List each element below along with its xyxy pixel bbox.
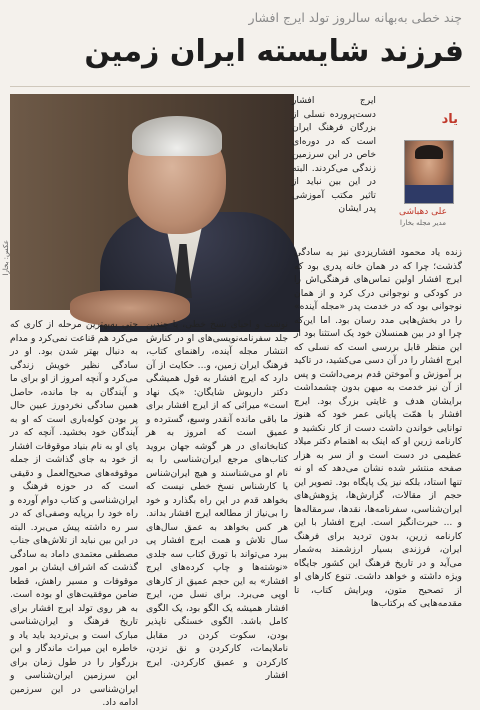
column-right-paragraph: زنده یاد محمود افشاریزدی نیز به سادگی گذشت؛ چرا که در همان خانه پدری بود که ایرج افشار اولین تماس‌های فرهنگی‌اش را در کودکی و نوجوانی درک کرد و از همان نوجوانی بود که در خدمت پدر «مجله آینده» را در بخش‌هایی مدد رسان بود. اما این‌که چرا او در بین همنسلان خود یک استثنا بود از این منظر قابل بررسی است که نسلی که ایرج افشار را در آن دسی می‌کشید، در تاکید بر آموزش و آموختن قدم برمی‌داشت و پس از آن نیز خدمت به میهن بدون چشمداشت برایشان هدف و غایتی بزرگ بود. ایرج افشار با همّت پایانی عمر خود که هنوز توانایی خواندن داشت دست از کار نکشید و کارنامه زرین او که اینک به اهتمام دکتر میلاد عظیمی در دست است و از سر به هزار صفحه منتشر شده نشان می‌دهد که او نه تنها استاد، بلکه نیز یک پایگاه بود. تصویر این حجم از مقالات، گزارش‌ها، پژوهش‌های ایران‌شناسی، سفرنامه‌ها، نقدها، سرمقاله‌ها و ... حیرت‌انگیز است. ایرج افشار با این کارنامه زرین، بدون تردید برای فرهنگ ایران، فرزندی بسیار ارزشمند به‌شمار می‌آید و در تاریخ فرهنگ این کشور جایگاه ویژه داشته و خواهد داشت. تنوع کارهای او از تصحیح متون، ویرایش کتاب، تا مقدمه‌هایی که برکتاب‌ها: [294, 247, 462, 609]
intro-paragraph: ایرج افشار دست‌پرورده نسلی از بزرگان فرهنگ ایران است که در دوره‌ای خاص در این سرزمین زندگی می‌کردند. البته در این بین نباید از تاثیر مکتب آموزشی پدر ایشان: [292, 95, 376, 214]
article-column-right: [294, 246, 462, 622]
photo-credit: عکس: بخارا: [2, 240, 10, 276]
article-kicker: چند خطی به‌بهانه سالروز تولد ایرج افشار: [248, 10, 462, 25]
column-left-paragraph: حتی به‌بهترین مرحله‌ از کاری که می‌کرد هم قناعت نمی‌کرد و مدام به دنبال بهتر شدن بود. او در سادگی نظیر خویش زندگی می‌کرد و آنچه امروز از او برای ما و آیندگان به جا مانده، حاصل همین سادگی نخردورز عیین حال پر بودن کوله‌باری است که او به آیندگان خود بخشید. آنچه که در پای او به نام بنیاد موقوفات افشار از خود به جای گذاشت از جمله موقوفه‌های صحیح‌العمل و دقیقی است که در حوزه فرهنگ و ایران‌شناسی و کتاب دوام آورده و راه خود را برپایه وصفی‌ای که در سر ره داشته پیش می‌برد. البته در این بین نباید از تلاش‌های جناب مصطفی معتمدی داماد به سادگی گذشت که اشراف ایشان بر امور موقوفات و مسیر راهش، قطعا ضامن موفقیت‌های او بوده است. به هر روی تولد ایرج افشار برای تاریخ فرهنگ و ایران‌شناسی مبارک است و بی‌تردید باید یاد و خاطره این میراث ماندگار و این بزرگوار را در طول زمان برای این سرزمین ایران‌شناسی و ایران‌شناسی در این سرزمین ادامه داد.: [10, 319, 138, 708]
author-avatar: [404, 140, 454, 204]
article-column-left: [10, 318, 138, 708]
photo-hair: [132, 116, 222, 156]
author-role: مدیر مجله بخارا: [400, 219, 446, 227]
column-middle-paragraph: نوشت و احیای نسخ خطی، یا چندین جلد سفرنامه‌نویسی‌های او در کنارش انتشار مجله آینده، راهنمای کتاب، فرهنگ ایران زمین، و... حکایت از آن دارد که ایرج افشار به قول همیشگی دکتر داریوش شایگان: «یک نهاد است» میراثی که از ایرج افشار برای ما باقی مانده آنقدر وسیع، گسترده و عمیق است که امروز به هر کتابخانه‌ای در هر گوشه جهان بروید کتاب‌های مرجع ایران‌شناسی را به نام او می‌شناسند و هیچ ایران‌شناس یا کارشناس نسخ خطی نیست که بخواهد قدم در این راه بگذارد و خود را بی‌نیاز از مطالعه ایرج افشار بداند. هر کس بخواهد به عمق سال‌های سال تلاش و همت ایرج افشار پی ببرد می‌تواند با تورق کتاب سه جلدی «نوشته‌ها و چاپ کرده‌های ایرج افشار» به این حجم عمیق از کارهای اوپی می‌برد. برای نسل من، ایرج افشار همیشه یک الگو بود، یک الگوی کامل باشد. الگوی خستگی ناپذیر بودن، سکوت کردن در مقابل ناملایمات، کارکردن و نق نزدن، کارکردن و عمیق کارکردن. ایرج افشار: [146, 319, 288, 681]
header-divider: [10, 86, 470, 87]
section-tag: یاد: [441, 112, 458, 127]
article-column-middle: [146, 318, 288, 681]
article-photo: [10, 94, 294, 310]
article-headline: فرزند شایسته ایران زمین: [84, 34, 464, 69]
author-name: علی دهباشی: [399, 207, 447, 217]
